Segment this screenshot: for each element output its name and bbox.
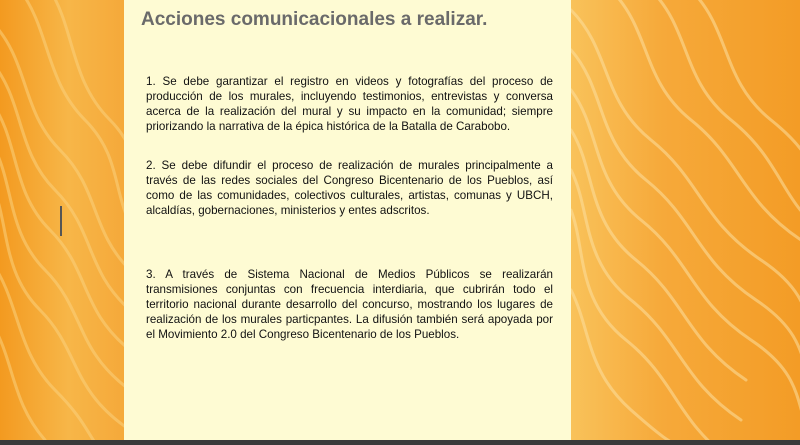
text-cursor-mark	[60, 206, 62, 236]
page-title: Acciones comunicacionales a realizar.	[141, 9, 488, 30]
paragraph-3: 3. A través de Sistema Nacional de Medios Públicos se realizarán transmisiones conjuntas con frecuencia interdiaria, que cubrirán todo el territorio nacional durante desarrollo del concurso, mostrando los lugares de realización de los murales particpantes. La difusión también será apoyada por el Movimiento 2.0 del Congreso Bicentenario de los Pueblos.	[146, 268, 553, 341]
wave-pattern-right	[571, 0, 800, 440]
slide-page	[124, 0, 571, 440]
paragraph-2: 2. Se debe difundir el proceso de realización de murales principalmente a través de las redes sociales del Congreso Bicentenario de los Pueblos, así como de las comunidades, colectivos culturales, artistas, comunas y UBCH, alcaldías, gobernaciones, ministerios y entes adscritos.	[146, 159, 553, 217]
paragraph-1: 1. Se debe garantizar el registro en videos y fotografías del proceso de producción de los murales, incluyendo testimonios, entrevistas y conversa acerca de la realización del mural y su impacto en la comunidad; siempre priorizando la narrativa de la épica histórica de la Batalla de Carabobo.	[146, 75, 553, 133]
wave-pattern-left	[0, 0, 124, 440]
left-decorative-panel	[0, 0, 124, 440]
bottom-bar	[0, 440, 800, 445]
right-decorative-panel	[571, 0, 800, 440]
